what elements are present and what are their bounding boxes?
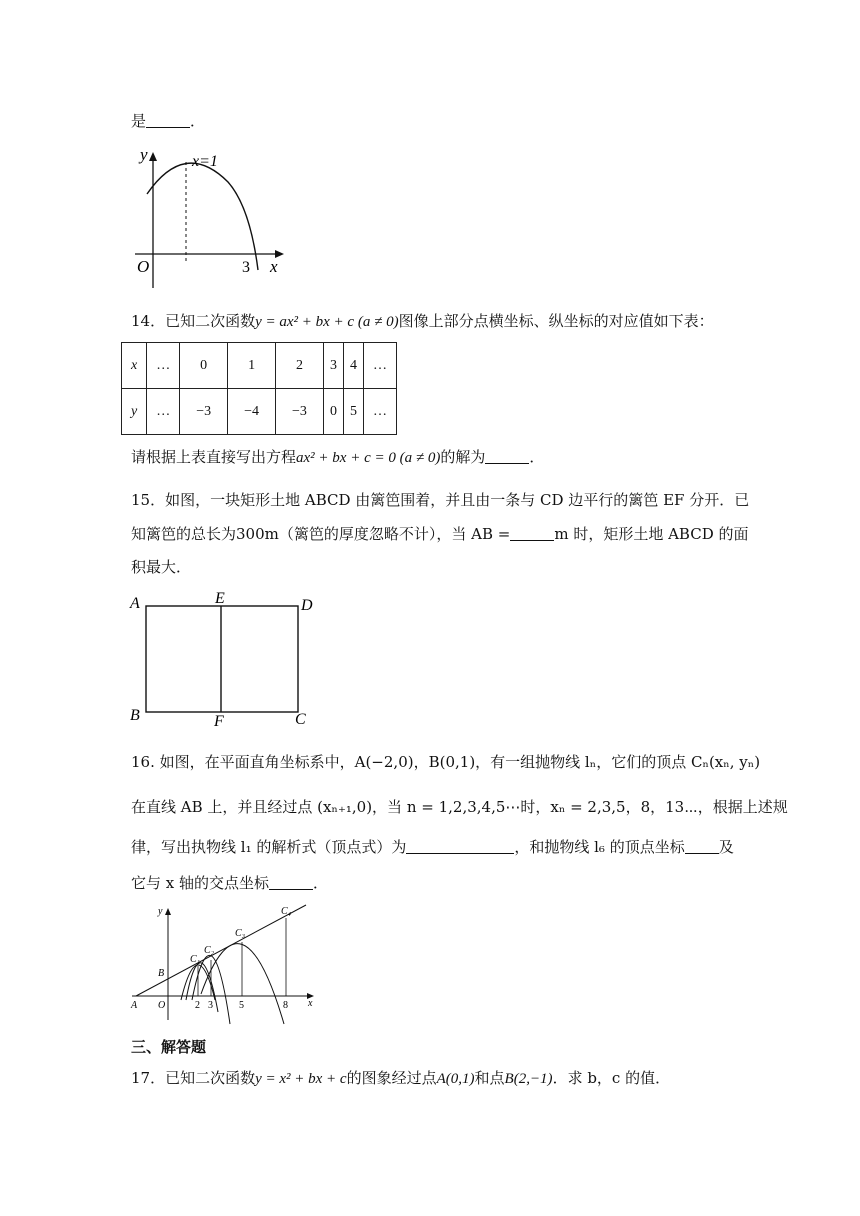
q16-line-2: 在直线 AB 上，并且经过点 (xₙ₊₁,0)，当 n = 1,2,3,4,5⋯时，xₙ = 2,3,5，8，13⋯，根据上述规	[131, 798, 788, 816]
answer-blank[interactable]	[269, 875, 313, 890]
x-intercept-label: 3	[242, 259, 250, 276]
answer-blank[interactable]	[146, 113, 190, 128]
q14-value-table	[121, 342, 397, 435]
point-D-label: D	[301, 597, 313, 614]
point-B-label: B	[130, 707, 140, 724]
q16-line-4: 它与 x 轴的交点坐标 ．	[131, 874, 329, 892]
table-cell: 0	[323, 389, 343, 435]
table-cell: 3	[323, 343, 343, 389]
q14-stem: 14．已知二次函数y = ax² + bx + c (a ≠ 0)图像上部分点横坐标、纵坐标的对应值如下表：	[131, 312, 714, 330]
table-cell: −4	[228, 389, 276, 435]
table-cell: 1	[228, 343, 276, 389]
q15-line-3: 积最大．	[131, 558, 192, 576]
vertex-C4-label: C₄	[281, 906, 292, 917]
axis-of-symmetry-label: x=1	[192, 153, 218, 170]
q13-tail: 是 ．	[131, 112, 206, 130]
answer-blank[interactable]	[485, 449, 529, 464]
x-axis-label: x	[308, 998, 313, 1009]
table-cell: 5	[343, 389, 363, 435]
answer-blank[interactable]	[510, 526, 554, 541]
table-cell: 4	[343, 343, 363, 389]
point-C-label: C	[295, 711, 306, 728]
table-row	[122, 389, 397, 435]
point-E-label: E	[215, 590, 225, 607]
answer-blank[interactable]	[685, 839, 719, 854]
q16-line-1: 16. 如图，在平面直角坐标系中，A(−2,0)，B(0,1)，有一组抛物线 lₙ，它们的顶点 Cₙ(xₙ, yₙ)	[131, 753, 761, 771]
table-cell: x	[122, 343, 147, 389]
vertex-C2-label: C₂	[204, 945, 215, 956]
point-A-label: A	[130, 595, 140, 612]
table-cell: …	[147, 343, 180, 389]
q17-stem: 17．已知二次函数y = x² + bx + c的图象经过点A(0,1)和点B(2,−1)．求 b，c 的值．	[131, 1069, 671, 1087]
q16-parabolas-figure	[128, 902, 320, 1026]
table-cell: …	[147, 389, 180, 435]
point-F-label: F	[214, 713, 224, 730]
vertex-C3-label: C₃	[235, 928, 246, 939]
table-cell: …	[363, 343, 396, 389]
y-axis-label: y	[158, 906, 163, 917]
tick-label: 2	[195, 1000, 200, 1011]
table-cell: 0	[180, 343, 228, 389]
q14-question: 请根据上表直接写出方程ax² + bx + c = 0 (a ≠ 0)的解为 ．	[131, 448, 545, 466]
table-cell: y	[122, 389, 147, 435]
table-cell: −3	[276, 389, 324, 435]
point-A-label: A	[131, 1000, 138, 1011]
q15-line-2: 知篱笆的总长为300m（篱笆的厚度忽略不计），当 AB = m 时，矩形土地 ABCD 的面	[131, 525, 749, 543]
answer-blank[interactable]	[406, 839, 514, 854]
tick-label: 5	[239, 1000, 244, 1011]
table-cell: −3	[180, 389, 228, 435]
origin-label: O	[158, 1000, 166, 1011]
q13-parabola-graph	[130, 144, 290, 290]
origin-label: O	[137, 257, 150, 276]
point-B-label: B	[158, 968, 165, 979]
table-row	[122, 343, 397, 389]
table-cell: …	[363, 389, 396, 435]
q16-line-3: 律，写出执物线 l₁ 的解析式（顶点式）为 ，和抛物线 l₆ 的顶点坐标 及	[131, 838, 734, 856]
tick-label: 3	[208, 1000, 213, 1011]
tick-label: 8	[283, 1000, 288, 1011]
y-axis-label: y	[140, 145, 148, 164]
section-heading: 三、解答题	[131, 1038, 207, 1056]
x-axis-label: x	[270, 257, 278, 276]
table-cell: 2	[276, 343, 324, 389]
vertex-C1-label: C₁	[190, 954, 201, 965]
q15-rectangle-figure	[128, 590, 328, 730]
q15-line-1: 15．如图，一块矩形土地 ABCD 由篱笆围着，并且由一条与 CD 边平行的篱笆 EF 分开．已	[131, 491, 750, 509]
